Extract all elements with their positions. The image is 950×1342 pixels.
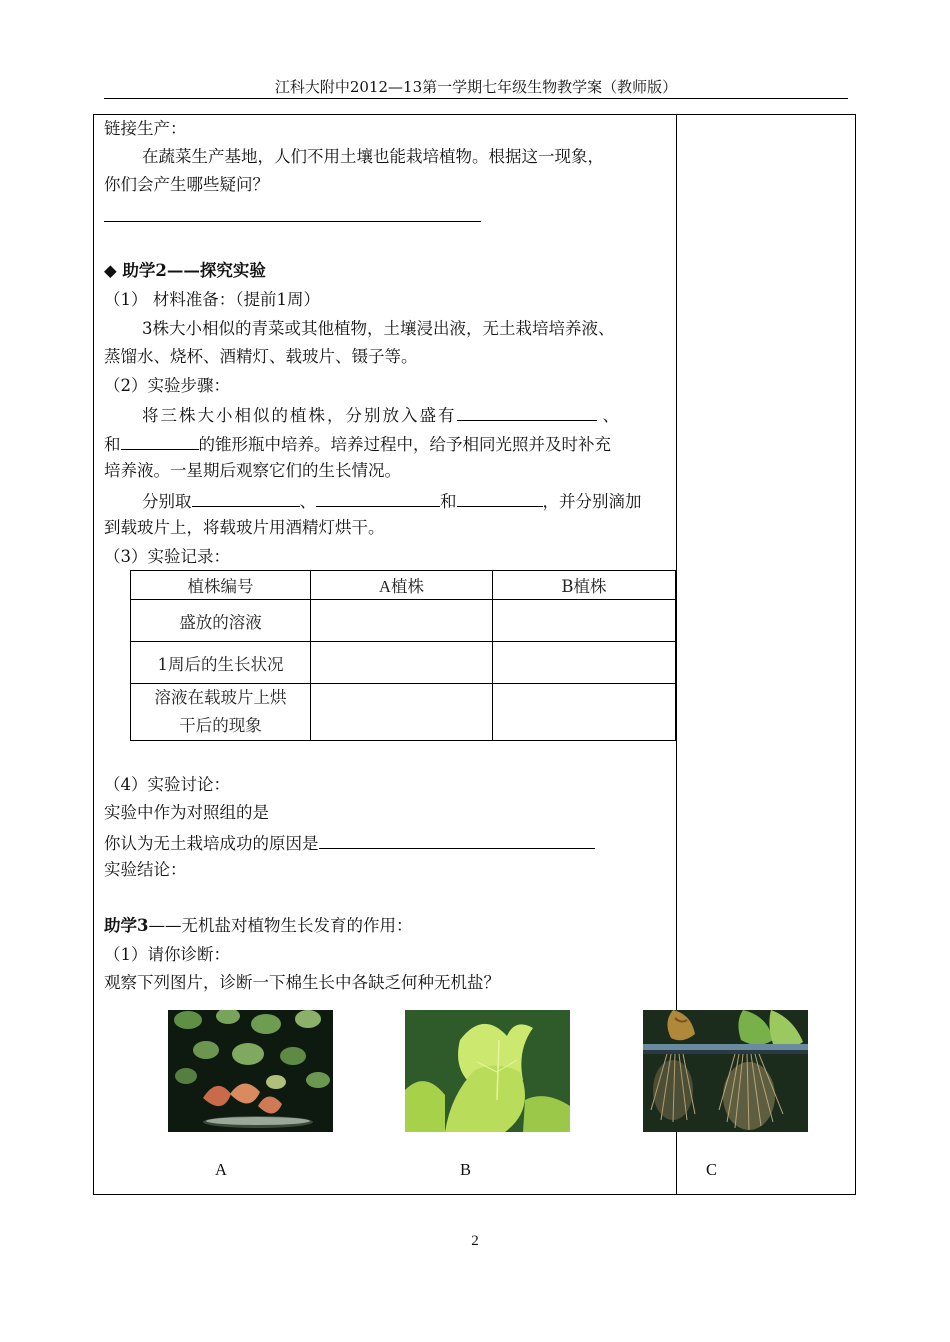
page-number: 2 — [471, 1233, 479, 1249]
photo-caption-c: C — [706, 1160, 718, 1179]
section-link-text-1: 在蔬菜生产基地，人们不用土壤也能栽培植物。根据这一现象， — [142, 147, 604, 166]
table-cell[interactable] — [311, 684, 493, 741]
discussion-title: （4）实验讨论： — [104, 775, 230, 794]
steps-line-5: 到载玻片上，将载玻片用酒精灯烘干。 — [104, 518, 385, 537]
answer-line — [104, 221, 481, 222]
section-minerals-subtitle: ——无机盐对植物生长发育的作用： — [148, 916, 413, 935]
table-header: A植株 — [311, 571, 493, 600]
record-title: （3）实验记录： — [104, 547, 230, 566]
table-row-label-line: 溶液在载玻片上烘 — [154, 688, 287, 707]
table-row-label-line: 干后的现象 — [179, 716, 262, 735]
photo-caption-a: A — [215, 1160, 227, 1179]
experiment-conclusion: 实验结论： — [104, 860, 187, 879]
steps-text: 、 — [299, 492, 316, 511]
steps-title: （2）实验步骤： — [104, 376, 230, 395]
section-link-text-2: 你们会产生哪些疑问？ — [104, 175, 269, 194]
cotton-photo-a — [168, 1010, 333, 1132]
cotton-photo-b — [405, 1010, 570, 1132]
steps-text: 、 — [602, 406, 619, 425]
table-cell[interactable] — [493, 642, 676, 684]
record-table — [130, 570, 676, 741]
table-row-label: 1周后的生长状况 — [131, 642, 311, 684]
steps-text: 的锥形瓶中培养。培养过程中，给予相同光照并及时补充 — [198, 435, 611, 454]
table-row-label: 盛放的溶液 — [131, 600, 311, 642]
table-row-label — [131, 684, 311, 741]
section-link-title: 链接生产： — [104, 119, 187, 138]
steps-line-2 — [104, 432, 611, 456]
materials-text-1: 3株大小相似的青菜或其他植物，土壤浸出液，无土栽培培养液、 — [142, 319, 615, 338]
table-header: 植株编号 — [131, 571, 311, 600]
steps-text: 和 — [440, 492, 457, 511]
section-experiment-title: ◆ 助学2——探究实验 — [104, 261, 266, 280]
discussion-reason-line — [104, 831, 595, 855]
materials-title: （1） 材料准备：（提前1周） — [104, 290, 320, 309]
page-header: 江科大附中2012—13第一学期七年级生物教学案（教师版） — [104, 76, 848, 99]
table-cell[interactable] — [493, 684, 676, 741]
steps-line-1 — [142, 403, 619, 427]
table-row — [131, 571, 676, 600]
steps-text: 分别取 — [142, 492, 192, 511]
table-cell[interactable] — [311, 600, 493, 642]
section-minerals-title — [104, 915, 412, 937]
steps-text: 将三株大小相似的植株，分别放入盛有 — [142, 406, 457, 425]
materials-text-2: 蒸馏水、烧杯、酒精灯、载玻片、镊子等。 — [104, 347, 418, 366]
table-cell[interactable] — [493, 600, 676, 642]
blank-solution-2[interactable] — [121, 432, 199, 450]
steps-text: 和 — [104, 435, 121, 454]
discussion-control: 实验中作为对照组的是 — [104, 803, 269, 822]
blank-reason[interactable] — [319, 831, 595, 849]
blank-sample-2[interactable] — [316, 489, 440, 507]
table-row — [131, 600, 676, 642]
diagnose-title: （1）请你诊断： — [104, 945, 230, 964]
blank-sample-3[interactable] — [457, 489, 543, 507]
steps-text: ，并分别滴加 — [542, 492, 642, 511]
photo-caption-b: B — [460, 1160, 472, 1179]
table-cell[interactable] — [311, 642, 493, 684]
section-minerals-label: 助学3 — [104, 916, 149, 935]
blank-sample-1[interactable] — [192, 489, 300, 507]
table-row — [131, 642, 676, 684]
diagnose-question: 观察下列图片，诊断一下棉生长中各缺乏何种无机盐？ — [104, 973, 500, 992]
blank-solution-1[interactable] — [457, 403, 597, 421]
steps-line-4 — [142, 489, 642, 513]
table-header: B植株 — [493, 571, 676, 600]
table-row — [131, 684, 676, 741]
cotton-photo-c — [643, 1010, 808, 1132]
discussion-reason: 你认为无土栽培成功的原因是 — [104, 834, 319, 853]
steps-line-3: 培养液。一星期后观察它们的生长情况。 — [104, 461, 401, 480]
